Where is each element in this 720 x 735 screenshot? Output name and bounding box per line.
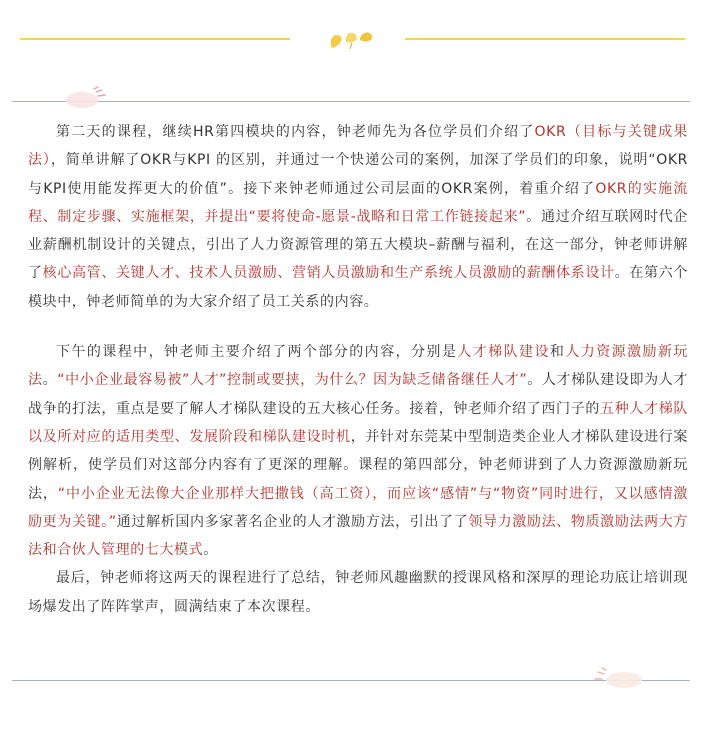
bottom-divider: [12, 680, 690, 681]
body-text: 。通过介绍互联网时代企业薪酬机制设计的关键点，引出了人力资源管理的第五大模块–薪酬与福利，在这一部分，钟老师讲解了: [28, 208, 688, 282]
highlighted-text: “中小企业无法像大企业那样大把撒钱（高工资），而应该“感情”与“物资”同时进行，又以感情激励更为关键。”: [28, 485, 689, 530]
body-text: 。在第六个模块中，钟老师简单的为大家介绍了员工关系的内容。: [28, 265, 688, 310]
highlighted-text: OKR的实施流程、制定步骤、实施框架，并提出“要将使命-愿景-战略和日常工作链接起来”: [28, 180, 688, 225]
top-rule-right: [405, 38, 685, 40]
body-text: 。人才梯队建设即为人才战争的打法，重点是要了解人才梯队建设的五大核心任务。接着，钟老师介绍了西门子的: [28, 372, 688, 417]
body-text: ，并针对东莞某中型制造类企业人才梯队建设进行案例解析，使学员们对这部分内容有了更深的理解。课程的第四部分，钟老师讲到了人力资源激励新玩法，: [28, 428, 688, 502]
highlighted-text: 五种人才梯队以及所对应的适用类型、发展阶段和梯队建设时机: [28, 400, 688, 445]
highlighted-text: 人力资源激励新玩法: [28, 344, 688, 389]
paragraph-afternoon: [28, 338, 688, 564]
highlighted-text: “中小企业最容易被”人才”控制或要挟，为什么？因为缺乏储备继任人才”: [57, 372, 528, 389]
top-decoration: [0, 0, 720, 60]
body-text: ，简单讲解了OKR与KPI 的区别，并通过一个快递公司的案例，加深了学员们的印象，说明“OKR与KPI使用能发挥更大的价值”。接下来钟老师通过公司层面的OKR案例，着重介绍了: [28, 152, 689, 197]
highlighted-text: 人才梯队建设: [457, 344, 550, 361]
body-text: 下午的课程中，钟老师主要介绍了两个部分的内容，分别是: [56, 344, 458, 361]
ginkgo-leaves-icon: [326, 28, 376, 50]
article-body: [28, 118, 688, 621]
highlighted-text: 领导力激励法、物质激励法两大方法和合伙人管理的七大模式: [28, 513, 689, 559]
paragraph-summary: [28, 564, 688, 621]
pink-brush-splash-icon: [58, 86, 118, 112]
body-text: 和: [549, 344, 566, 361]
paragraph-day-two: [28, 118, 688, 316]
body-text: 。: [203, 542, 218, 559]
body-text: 通过解析国内多家著名企业的人才激励方法，引出了了: [116, 513, 469, 530]
pink-brush-splash-icon: [590, 666, 650, 692]
body-text: 。: [42, 372, 58, 389]
top-rule-left: [20, 38, 290, 40]
body-text: 最后，钟老师将这两天的课程进行了总结，钟老师风趣幽默的授课风格和深厚的理论功底让培训现场爆发出了阵阵掌声，圆满结束了本次课程。: [28, 570, 688, 615]
body-text: 第二天的课程，继续HR第四模块的内容，钟老师先为各位学员们介绍了: [56, 124, 535, 140]
highlighted-text: OKR（目标与关键成果法）: [28, 124, 689, 169]
highlighted-text: 核心高管、关键人才、技术人员激励、营销人员激励和生产系统人员激励的薪酬体系设计: [42, 265, 615, 282]
